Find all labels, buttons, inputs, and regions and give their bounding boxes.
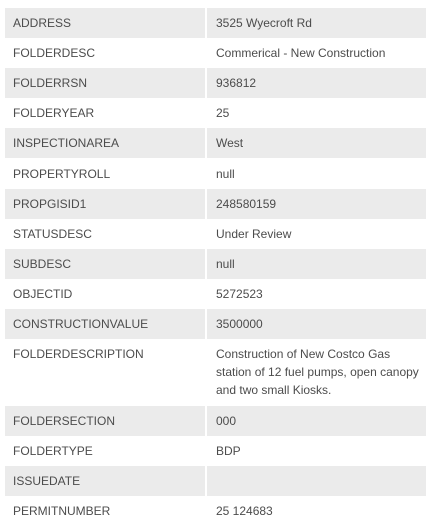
field-name: STATUSDESC <box>5 219 206 249</box>
field-value: BDP <box>206 436 426 466</box>
field-value <box>206 466 426 496</box>
field-value: Construction of New Costco Gas station of 12 fuel pumps, open canopy and two small Kiosks. <box>206 339 426 406</box>
table-row <box>5 68 426 98</box>
table-row <box>5 219 426 249</box>
table-row <box>5 128 426 158</box>
table-row <box>5 496 426 526</box>
table-row <box>5 279 426 309</box>
field-value: 3525 Wyecroft Rd <box>206 8 426 38</box>
table-row <box>5 309 426 339</box>
attribute-table <box>5 8 426 526</box>
field-name: FOLDERYEAR <box>5 98 206 128</box>
table-row <box>5 98 426 128</box>
field-value: 000 <box>206 406 426 436</box>
field-value: West <box>206 128 426 158</box>
table-row <box>5 38 426 68</box>
field-value: 25 124683 <box>206 496 426 526</box>
field-name: CONSTRUCTIONVALUE <box>5 309 206 339</box>
field-value: Commerical - New Construction <box>206 38 426 68</box>
field-value: 248580159 <box>206 189 426 219</box>
field-name: PERMITNUMBER <box>5 496 206 526</box>
field-name: INSPECTIONAREA <box>5 128 206 158</box>
field-value: null <box>206 249 426 279</box>
field-value: 936812 <box>206 68 426 98</box>
table-row <box>5 189 426 219</box>
field-name: FOLDERRSN <box>5 68 206 98</box>
field-value: null <box>206 158 426 188</box>
field-name: FOLDERTYPE <box>5 436 206 466</box>
table-row <box>5 158 426 188</box>
field-name: ISSUEDATE <box>5 466 206 496</box>
field-name: FOLDERSECTION <box>5 406 206 436</box>
table-row <box>5 466 426 496</box>
field-name: FOLDERDESC <box>5 38 206 68</box>
field-value: 5272523 <box>206 279 426 309</box>
field-value: 3500000 <box>206 309 426 339</box>
field-name: PROPGISID1 <box>5 189 206 219</box>
field-name: SUBDESC <box>5 249 206 279</box>
field-value: 25 <box>206 98 426 128</box>
table-row <box>5 406 426 436</box>
field-name: PROPERTYROLL <box>5 158 206 188</box>
field-value: Under Review <box>206 219 426 249</box>
table-row <box>5 436 426 466</box>
field-name: OBJECTID <box>5 279 206 309</box>
field-name: FOLDERDESCRIPTION <box>5 339 206 406</box>
table-row <box>5 249 426 279</box>
table-row <box>5 8 426 38</box>
field-name: ADDRESS <box>5 8 206 38</box>
table-row <box>5 339 426 406</box>
